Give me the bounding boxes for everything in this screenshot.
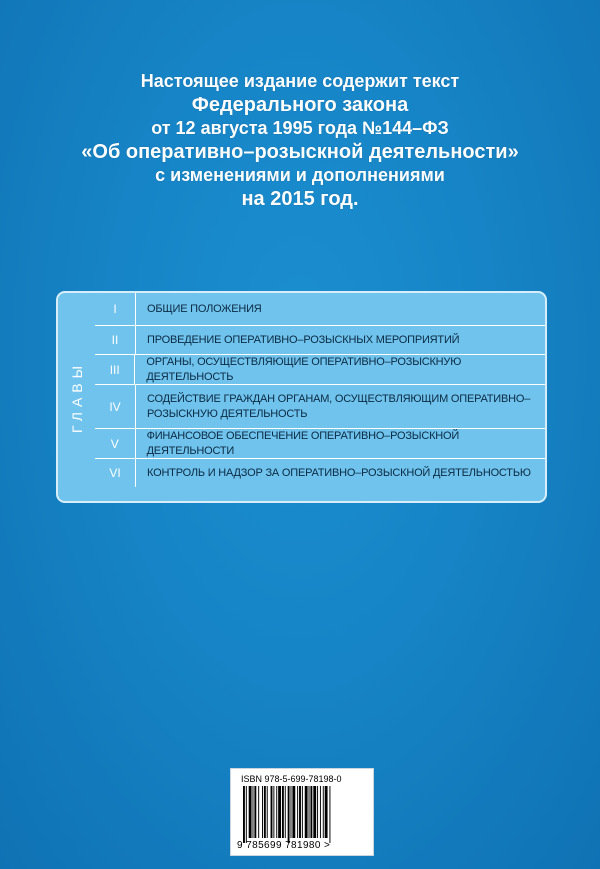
chapters-label: ГЛАВЫ: [68, 360, 85, 434]
barcode-bar: [329, 786, 330, 843]
barcode-bar: [276, 786, 277, 838]
barcode-bar: [243, 786, 245, 843]
barcode-bar: [309, 786, 310, 838]
chapter-row: [95, 293, 545, 326]
barcode-bar: [313, 786, 316, 838]
barcode-bar: [271, 786, 273, 838]
barcode-bar: [254, 786, 256, 838]
barcode-digits: 9 785699 781980 >: [237, 840, 331, 851]
barcode-bar: [249, 786, 252, 838]
chapter-number: VI: [95, 459, 136, 487]
barcode-bar: [273, 786, 274, 838]
chapter-number: III: [95, 355, 135, 384]
intro-line: Настоящее издание содержит текст: [140, 71, 460, 91]
chapters-side-label: [58, 293, 95, 501]
chapter-row: [95, 355, 545, 385]
isbn-barcode-block: [230, 768, 374, 856]
law-type-line: Федерального закона: [191, 94, 409, 116]
law-title-line: «Об оперативно–розыскной деятельности»: [81, 141, 519, 163]
amendments-line: с изменениями и дополнениями: [155, 165, 445, 185]
chapter-row: [95, 429, 545, 459]
barcode-bar: [299, 786, 301, 838]
barcode-bar: [258, 786, 259, 838]
barcode-bar: [317, 786, 318, 838]
barcode-bar: [278, 786, 281, 838]
barcode-bar: [267, 786, 268, 838]
chapter-number: V: [95, 429, 136, 458]
chapter-number: II: [95, 326, 136, 354]
chapter-title: ПРОВЕДЕНИЕ ОПЕРАТИВНО–РОЗЫСКНЫХ МЕРОПРИЯТИЙ: [147, 333, 460, 346]
barcode-bar: [262, 786, 263, 838]
chapter-row: [95, 385, 545, 429]
law-date-line: от 12 августа 1995 года №144–ФЗ: [151, 118, 449, 138]
chapter-row: [95, 459, 545, 487]
barcode-bar: [323, 786, 324, 838]
barcode-bar: [297, 786, 298, 838]
chapter-title: КОНТРОЛЬ И НАДЗОР ЗА ОПЕРАТИВНО–РОЗЫСКНОЙ ДЕЯТЕЛЬНОСТЬЮ: [147, 466, 531, 479]
chapter-title: ФИНАНСОВОЕ ОБЕСПЕЧЕНИЕ ОПЕРАТИВНО–РОЗЫСКНОЙ ДЕЯТЕЛЬНОСТИ: [146, 429, 460, 457]
chapter-title: ОБЩИЕ ПОЛОЖЕНИЯ: [147, 302, 262, 315]
chapter-number: IV: [95, 385, 136, 428]
chapter-title: [136, 392, 530, 422]
barcode-bar: [264, 786, 266, 838]
barcode-bar: [320, 786, 321, 838]
barcode-bar: [302, 786, 303, 838]
barcode-bar: [285, 786, 286, 838]
year-line: на 2015 год.: [241, 188, 359, 210]
barcode-bar: [310, 786, 312, 838]
chapter-row: [95, 326, 545, 355]
isbn-number: ISBN 978-5-699-78198-0: [241, 774, 342, 784]
chapters-table: [56, 291, 547, 503]
barcode-bar: [292, 786, 295, 838]
barcode-icon: [243, 786, 363, 843]
chapter-title-line: РОЗЫСКНУЮ ДЕЯТЕЛЬНОСТЬ: [147, 407, 308, 420]
barcode-bar: [253, 786, 254, 838]
barcode-bar: [305, 786, 308, 838]
chapter-title: ОРГАНЫ, ОСУЩЕСТВЛЯЮЩИЕ ОПЕРАТИВНО–РОЗЫСКНУЮ ДЕЯТЕЛЬНОСТЬ: [146, 355, 462, 383]
barcode-bar: [288, 786, 290, 843]
chapters-list: [95, 293, 545, 501]
barcode-bar: [282, 786, 284, 838]
barcode-bar: [246, 786, 247, 843]
intro-text: [0, 70, 600, 211]
barcode-bar: [325, 786, 328, 838]
barcode-bar: [291, 786, 292, 838]
chapter-number: I: [95, 293, 136, 325]
chapter-title-line: СОДЕЙСТВИЕ ГРАЖДАН ОРГАНАМ, ОСУЩЕСТВЛЯЮЩИМ ОПЕРАТИВНО–: [147, 392, 531, 405]
